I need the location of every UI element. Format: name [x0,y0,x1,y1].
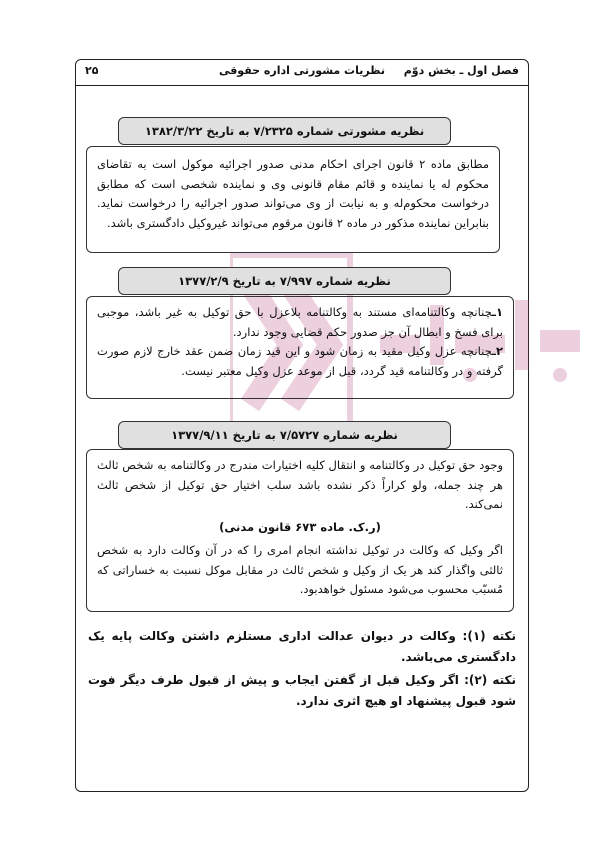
item1-number: ۱ـ [492,305,503,319]
section1-box [86,146,500,253]
item2-text: چنانچه عزل وکیل مقید به زمان شود و این قید زمان ضمن عقد خارج لازم صورت گرفته و در وکالتنامه قید گردد، قبل از موعد عزل وکیل معتبر نیست. [97,344,503,378]
chapter-title: فصل اول ـ بخش دوّم [403,64,519,77]
running-title: نظریات مشورتی اداره حقوقی [218,64,386,77]
note-2: نکته (۲): اگر وکیل قبل از گفتن ایجاب و پیش از قبول طرف دیگر فوت شود قبول پیشنهاد او هیچ اثری ندارد. [88,673,517,708]
section2-item1 [97,303,503,342]
item2-number: ۲ـ [492,344,503,358]
section2-box [86,296,514,399]
section3-reference: (ر.ک. ماده ۶۷۳ قانون مدنی) [219,519,381,534]
page-number: ۲۵ [85,64,99,77]
section2-item2 [97,342,503,381]
section2-label: نظریه شماره ۷/۹۹۷ به تاریخ ۱۳۷۷/۲/۹ [118,267,451,295]
section1-label: نظریه مشورتی شماره ۷/۲۳۲۵ به تاریخ ۱۳۸۲/۳/۲۲ [118,117,451,145]
section3-text1: وجود حق توکیل در وکالتنامه و انتقال کلیه اختیارات مندرج در وکالتنامه به شخص ثالث هر چند جمله، ولو کراراً ذکر نشده باشد سلب اختیار حق توکیل از شخص ثالث نمی‌کند. [97,458,503,511]
note-1: نکته (۱): وکالت در دیوان عدالت اداری مستلزم داشتن وکالت پایه یک دادگستری می‌باشد. [88,629,516,664]
section1-text: مطابق ماده ۲ قانون اجرای احکام مدنی صدور اجرائیه موکول است به تقاضای محکوم له یا نماینده و قائم مقام قانونی وی و نماینده شخصی است که مطابق درخواست محکوم‌له و به نیابت از وی می‌تواند صدور اجرائیه را درخواست نماید. بنابراین نماینده مذکور در ماده ۲ قانون مرقوم می‌تواند غیروکیل دادگستری باشد. [97,157,489,230]
section3-text2: اگر وکیل که وکالت در توکیل نداشته انجام امری را که در آن وکالت دارد به شخص ثالثی واگذار کند هر یک از وکیل و شخص ثالث در مقابل موکل نسبت به خساراتی که مُسبّب محسوب می‌شود مسئول خواهدبود. [97,543,503,596]
header-rule [75,85,529,86]
item1-text: چنانچه وکالتنامه‌ای مستند به وکالتنامه بلاعزل با حق توکیل به غیر باشد، موجبی برای فسخ و ابطال آن جز صدور حکم قضایی وجود ندارد. [97,305,503,339]
section3-box [86,449,514,612]
section3-label: نظریه شماره ۷/۵۷۲۷ به تاریخ ۱۳۷۷/۹/۱۱ [118,421,451,449]
page-header [85,64,519,82]
